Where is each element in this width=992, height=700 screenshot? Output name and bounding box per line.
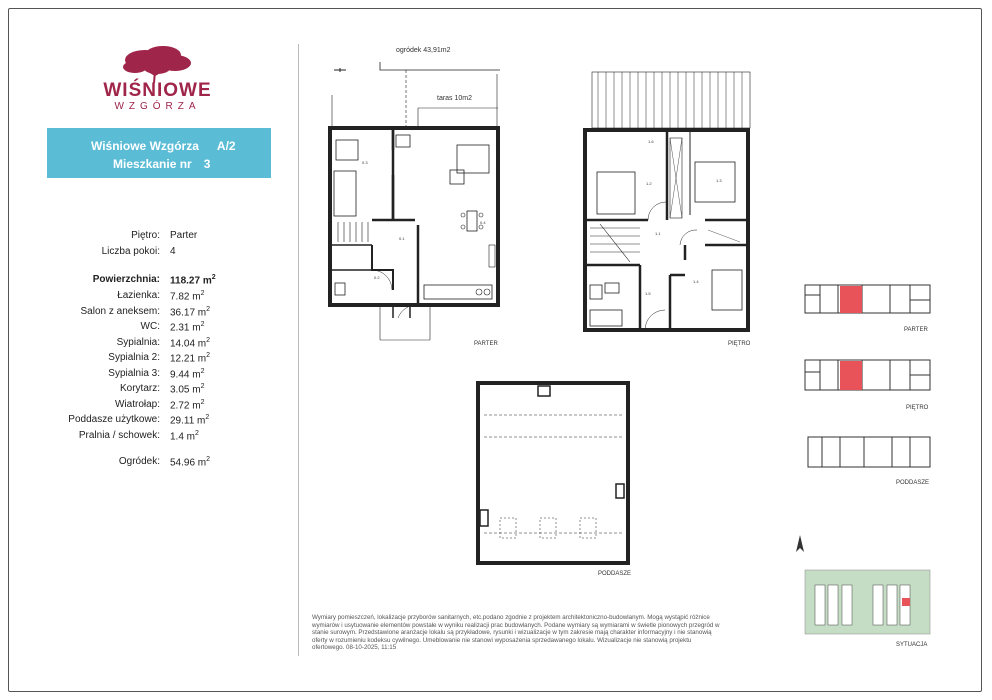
building-code: A/2 — [216, 139, 236, 153]
room-area-value: 14.04 m — [170, 337, 207, 349]
thumb-parter-caption: PARTER — [904, 327, 928, 333]
garden-value: 54.96 m — [170, 457, 207, 469]
rooms-value: 4 — [170, 246, 176, 257]
svg-text:0.1: 0.1 — [399, 236, 405, 241]
room-label: Salon z aneksem: — [80, 305, 160, 317]
poddasze-caption: PODDASZE — [598, 571, 632, 577]
room-label: Wiatrołap: — [114, 398, 160, 410]
apartment-info-table: Piętro: Parter Liczba pokoi: 4 Powierzchnia: 118.27 $m^2$ Łazienka: 7.82 $m^2$ Salon z aneksem: 36.17 $m^2$ WC: 2.31 $m^2$ Sypialnia: 14.04 $m^2$ Sypialnia 2: 12.21 $m^2$ Sypialnia 3: 9.44 $m^2$ Korytarz: 3.05 $m^2$ Wiatrołap: 2.72 $m^2$ Poddasze użytkowe: 29.11 $m^2$ Pralnia / schowek: 1.4 $m^2$ Ogródek: 54.96 $m^2$ — [0, 0, 320, 700]
room-area-value: 1.4 m — [170, 430, 196, 442]
room-label: Sypialnia: — [116, 336, 160, 348]
apartment-label: Mieszkanie nr — [113, 157, 192, 171]
room-area-value: 29.11 m — [170, 415, 206, 427]
room-area-value: 12.21 m — [170, 353, 207, 365]
room-label: Sypialnia 2: — [108, 352, 160, 363]
thumb-poddasze-caption: PODDASZE — [896, 480, 930, 486]
svg-text:1.5: 1.5 — [645, 291, 651, 296]
room-area-value: 36.17 m — [170, 306, 207, 318]
room-area-row: Korytarz: 3.05 $m^2$ — [119, 383, 205, 396]
room-area-row: Łazienka: 7.82 $m^2$ — [117, 290, 205, 303]
floor-value: Parter — [170, 230, 198, 241]
room-area-row: Sypialnia 3: 9.44 $m^2$ — [108, 367, 205, 380]
room-area-value: 7.82 m — [170, 291, 201, 303]
room-area-row: Salon z aneksem: 36.17 $m^2$ — [80, 305, 211, 318]
apartment-number: 3 — [203, 157, 211, 171]
rooms-label: Liczba pokoi: — [101, 246, 160, 257]
room-area-row: Poddasze użytkowe: 29.11 $m^2$ — [68, 414, 210, 427]
svg-text:0.2: 0.2 — [374, 275, 380, 280]
svg-text:0.4: 0.4 — [480, 220, 486, 225]
area-label: Powierzchnia: — [92, 274, 160, 285]
garden-label: Ogródek: — [118, 456, 160, 467]
svg-text:1.1: 1.1 — [655, 231, 661, 236]
parter-highlight — [840, 286, 862, 313]
svg-text:1.4: 1.4 — [693, 279, 699, 284]
pietro-caption: PIĘTRO — [728, 341, 751, 347]
site-highlight — [902, 598, 910, 606]
room-area-row: Sypialnia 2: 12.21 $m^2$ — [108, 352, 211, 365]
area-value: 118.27 m — [170, 275, 212, 287]
svg-text:1.3: 1.3 — [716, 178, 722, 183]
room-label: Poddasze użytkowe: — [68, 414, 160, 425]
legal-note: Wymiary pomieszczeń, lokalizacje przyborów sanitarnych, etc.podano zgodnie z projektem architektoniczno-budowlanym. Mogą wystąpić różnice wymiarów i usytuowanie elementów powstałe w wyniku realizacji prac budowlanych. Podane wymiary są wymiarami w świetle pionowych przegród w stanie surowym. Przedstawione aranżacje lokalu są przykładowe, rysunki i wizualizacje w tym zakresie mają charakter informacyjny i nie stanowią oferty w rozumieniu kodeksu cywilnego. Umeblowanie nie stanowi wyposażenia sprzedawanego lokalu. Wizualizacje nie stanowią projektu ofertowego. 08-10-2025, 11:15 — [312, 614, 720, 652]
thumb-pietro-caption: PIĘTRO — [906, 405, 929, 411]
parter-caption: PARTER — [474, 341, 498, 347]
room-label: WC: — [140, 321, 160, 332]
room-area-value: 2.31 m — [170, 322, 201, 334]
svg-text:0.3: 0.3 — [362, 160, 368, 165]
room-label: Łazienka: — [117, 290, 160, 301]
room-label: Sypialnia 3: — [108, 367, 160, 379]
project-name: Wiśniowe Wzgórza — [91, 139, 199, 153]
room-area-row: Pralnia / schowek: 1.4 $m^2$ — [78, 429, 199, 442]
svg-text:1.2: 1.2 — [646, 181, 652, 186]
room-area-row: WC: 2.31 $m^2$ — [140, 321, 205, 334]
north-arrow-icon — [796, 535, 804, 552]
room-area-value: 2.72 m — [170, 399, 201, 411]
thumb-sytuacja-caption: SYTUACJA — [896, 642, 928, 648]
floor-label: Piętro: — [131, 230, 160, 241]
room-area-value: 9.44 m — [170, 368, 201, 380]
garden-area-label: ogródek 43,91m2 — [396, 47, 451, 54]
svg-text:1.6: 1.6 — [648, 139, 654, 144]
room-label: Pralnia / schowek: — [78, 429, 160, 441]
room-area-value: 3.05 m — [170, 384, 201, 396]
logo-subtitle: WZGÓRZA — [114, 101, 201, 112]
pietro-highlight — [840, 361, 862, 390]
room-label: Korytarz: — [119, 383, 160, 394]
logo-name: WIŚNIOWE — [103, 80, 212, 101]
terrace-area-label: taras 10m2 — [437, 95, 473, 102]
room-area-row: Wiatrołap: 2.72 $m^2$ — [114, 398, 205, 411]
room-area-row: Sypialnia: 14.04 $m^2$ — [116, 336, 211, 349]
